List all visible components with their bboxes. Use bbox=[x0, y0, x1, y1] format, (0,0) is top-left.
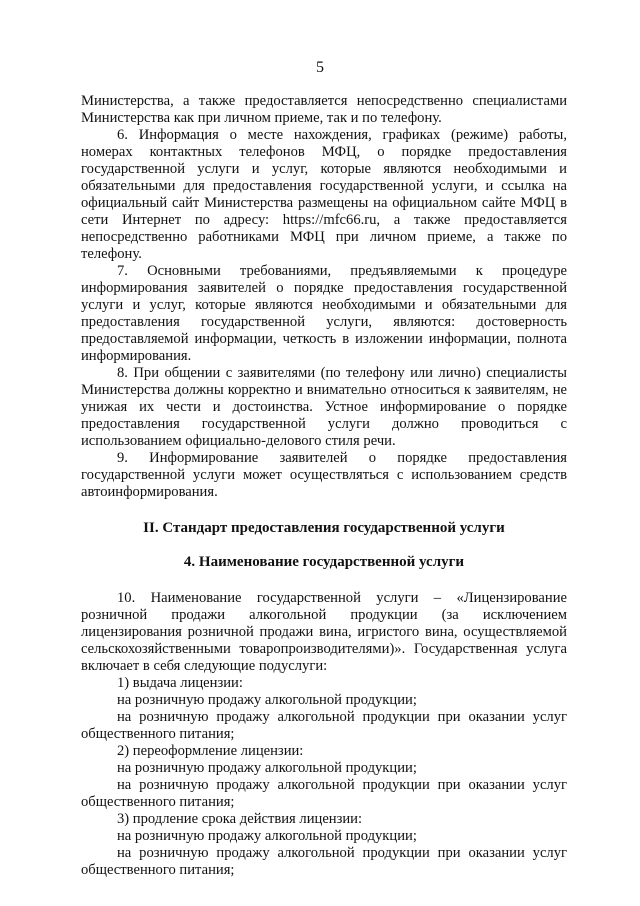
document-body bbox=[81, 93, 567, 879]
list-item-2b: на розничную продажу алкогольной продукции при оказании услуг общественного питания; bbox=[81, 777, 567, 810]
page-number: 5 bbox=[316, 59, 324, 76]
paragraph-9: 9. Информирование заявителей о порядке предоставления государственной услуги может осуществляться с использованием средств автоинформирования. bbox=[81, 450, 567, 500]
list-item-1b: на розничную продажу алкогольной продукции при оказании услуг общественного питания; bbox=[81, 709, 567, 742]
list-item-2: 2) переоформление лицензии: bbox=[117, 743, 304, 759]
list-item-3b: на розничную продажу алкогольной продукции при оказании услуг общественного питания; bbox=[81, 845, 567, 878]
list-item-2a: на розничную продажу алкогольной продукции; bbox=[117, 760, 417, 776]
paragraph-10: 10. Наименование государственной услуги – «Лицензирование розничной продажи алкогольной продукции (за исключением лицензирования розничной продажи вина, игристого вина, осуществляемой сельскохозяйственными товаропроизводителями)». Государственная услуга включает в себя следующие подуслуги: bbox=[81, 590, 567, 674]
paragraph-continuation: Министерства, а также предоставляется непосредственно специалистами Министерства как при личном приеме, так и по телефону. bbox=[81, 93, 567, 126]
list-item-3: 3) продление срока действия лицензии: bbox=[117, 811, 363, 827]
list-item-1a: на розничную продажу алкогольной продукции; bbox=[117, 692, 417, 708]
list-item-1: 1) выдача лицензии: bbox=[117, 675, 243, 691]
section-heading: II. Стандарт предоставления государственной услуги bbox=[143, 520, 505, 536]
list-item-3a: на розничную продажу алкогольной продукции; bbox=[117, 828, 417, 844]
paragraph-7: 7. Основными требованиями, предъявляемыми к процедуре информирования заявителей о порядке предоставления государственной услуги и услуг, которые являются необходимыми и обязательными для предоставления государственной услуги, являются: достоверность предоставляемой информации, четкость в изложении информации, полнота информирования. bbox=[81, 263, 567, 364]
paragraph-8: 8. При общении с заявителями (по телефону или лично) специалисты Министерства должны корректно и внимательно относиться к заявителям, не унижая их чести и достоинства. Устное информирование о порядке предоставления государственной услуги должно проводиться с использованием официально-делового стиля речи. bbox=[81, 365, 567, 449]
subsection-heading: 4. Наименование государственной услуги bbox=[183, 554, 465, 570]
paragraph-6: 6. Информация о месте нахождения, графиках (режиме) работы, номерах контактных телефонов МФЦ, о порядке предоставления государственной услуги и услуг, которые являются необходимыми и обязательными для предоставления государственной услуги, и ссылка на официальный сайт Министерства размещены на официальном сайте МФЦ в сети Интернет по адресу: https://mfc66.ru, а также предоставляется непосредственно работниками МФЦ при личном приеме, а также по телефону. bbox=[81, 127, 567, 262]
